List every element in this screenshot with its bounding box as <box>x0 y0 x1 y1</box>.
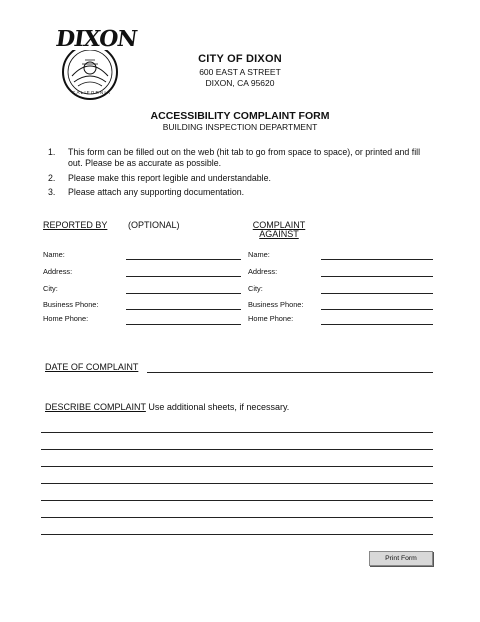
against-name-label: Name: <box>248 250 270 259</box>
print-form-button[interactable]: Print Form <box>369 551 433 566</box>
instruction-number: 2. <box>48 172 56 183</box>
date-of-complaint-field[interactable] <box>147 372 433 373</box>
describe-line[interactable] <box>41 500 433 501</box>
describe-line[interactable] <box>41 517 433 518</box>
reported-address-label: Address: <box>43 267 73 276</box>
against-name-field[interactable] <box>321 259 433 260</box>
form-subtitle: BUILDING INSPECTION DEPARTMENT <box>162 122 318 132</box>
describe-line[interactable] <box>41 466 433 467</box>
reported-address-field[interactable] <box>126 276 241 277</box>
instruction-text: Please attach any supporting documentation. <box>68 187 245 197</box>
describe-line[interactable] <box>41 432 433 433</box>
describe-complaint-note: Use additional sheets, if necessary. <box>148 402 290 412</box>
complaint-against-line2: AGAINST <box>259 229 299 239</box>
reported-name-field[interactable] <box>126 259 241 260</box>
logo-subtext: CALIFORNIA <box>72 90 112 95</box>
against-home-phone-label: Home Phone: <box>248 314 294 323</box>
date-of-complaint-label: DATE OF COMPLAINT <box>45 362 139 372</box>
instruction-text: Please make this report legible and understandable. <box>68 172 271 183</box>
reported-business-phone-field[interactable] <box>126 309 241 310</box>
instruction-number: 1. <box>48 147 56 157</box>
reported-by-heading: REPORTED BY <box>43 220 108 230</box>
reported-business-phone-label: Business Phone: <box>43 300 99 309</box>
city-title: CITY OF DIXON <box>198 53 282 65</box>
against-city-field[interactable] <box>321 293 433 294</box>
describe-line[interactable] <box>41 483 433 484</box>
against-home-phone-field[interactable] <box>321 324 433 325</box>
reported-home-phone-field[interactable] <box>126 324 241 325</box>
reported-name-label: Name: <box>43 250 65 259</box>
against-business-phone-field[interactable] <box>321 309 433 310</box>
describe-complaint-label: DESCRIBE COMPLAINT <box>45 402 146 412</box>
complaint-against-line1: COMPLAINT <box>252 220 306 230</box>
reported-city-field[interactable] <box>126 293 241 294</box>
city-logo <box>52 26 139 104</box>
describe-complaint-row <box>45 402 289 412</box>
against-address-field[interactable] <box>321 276 433 277</box>
reported-home-phone-label: Home Phone: <box>43 314 89 323</box>
instruction-text: This form can be filled out on the web (hit tab to go from space to space), or printed and fill out. Please be as accurate as possible. <box>68 147 421 168</box>
instruction-number: 3. <box>48 187 56 197</box>
form-title: ACCESSIBILITY COMPLAINT FORM <box>150 110 330 122</box>
optional-note: (OPTIONAL) <box>128 220 180 230</box>
instruction-item <box>48 187 428 198</box>
reported-city-label: City: <box>43 284 58 293</box>
instruction-item <box>48 173 428 184</box>
logo-wordmark: DIXON <box>54 26 139 52</box>
instructions-list <box>48 147 428 202</box>
address-line-2: DIXON, CA 95620 <box>205 78 275 88</box>
against-address-label: Address: <box>248 267 278 276</box>
describe-line[interactable] <box>41 449 433 450</box>
instruction-item <box>48 147 428 169</box>
address-line-1: 600 EAST A STREET <box>199 67 281 77</box>
against-business-phone-label: Business Phone: <box>248 300 304 309</box>
against-city-label: City: <box>248 284 263 293</box>
complaint-against-heading <box>250 220 308 239</box>
describe-line[interactable] <box>41 534 433 535</box>
